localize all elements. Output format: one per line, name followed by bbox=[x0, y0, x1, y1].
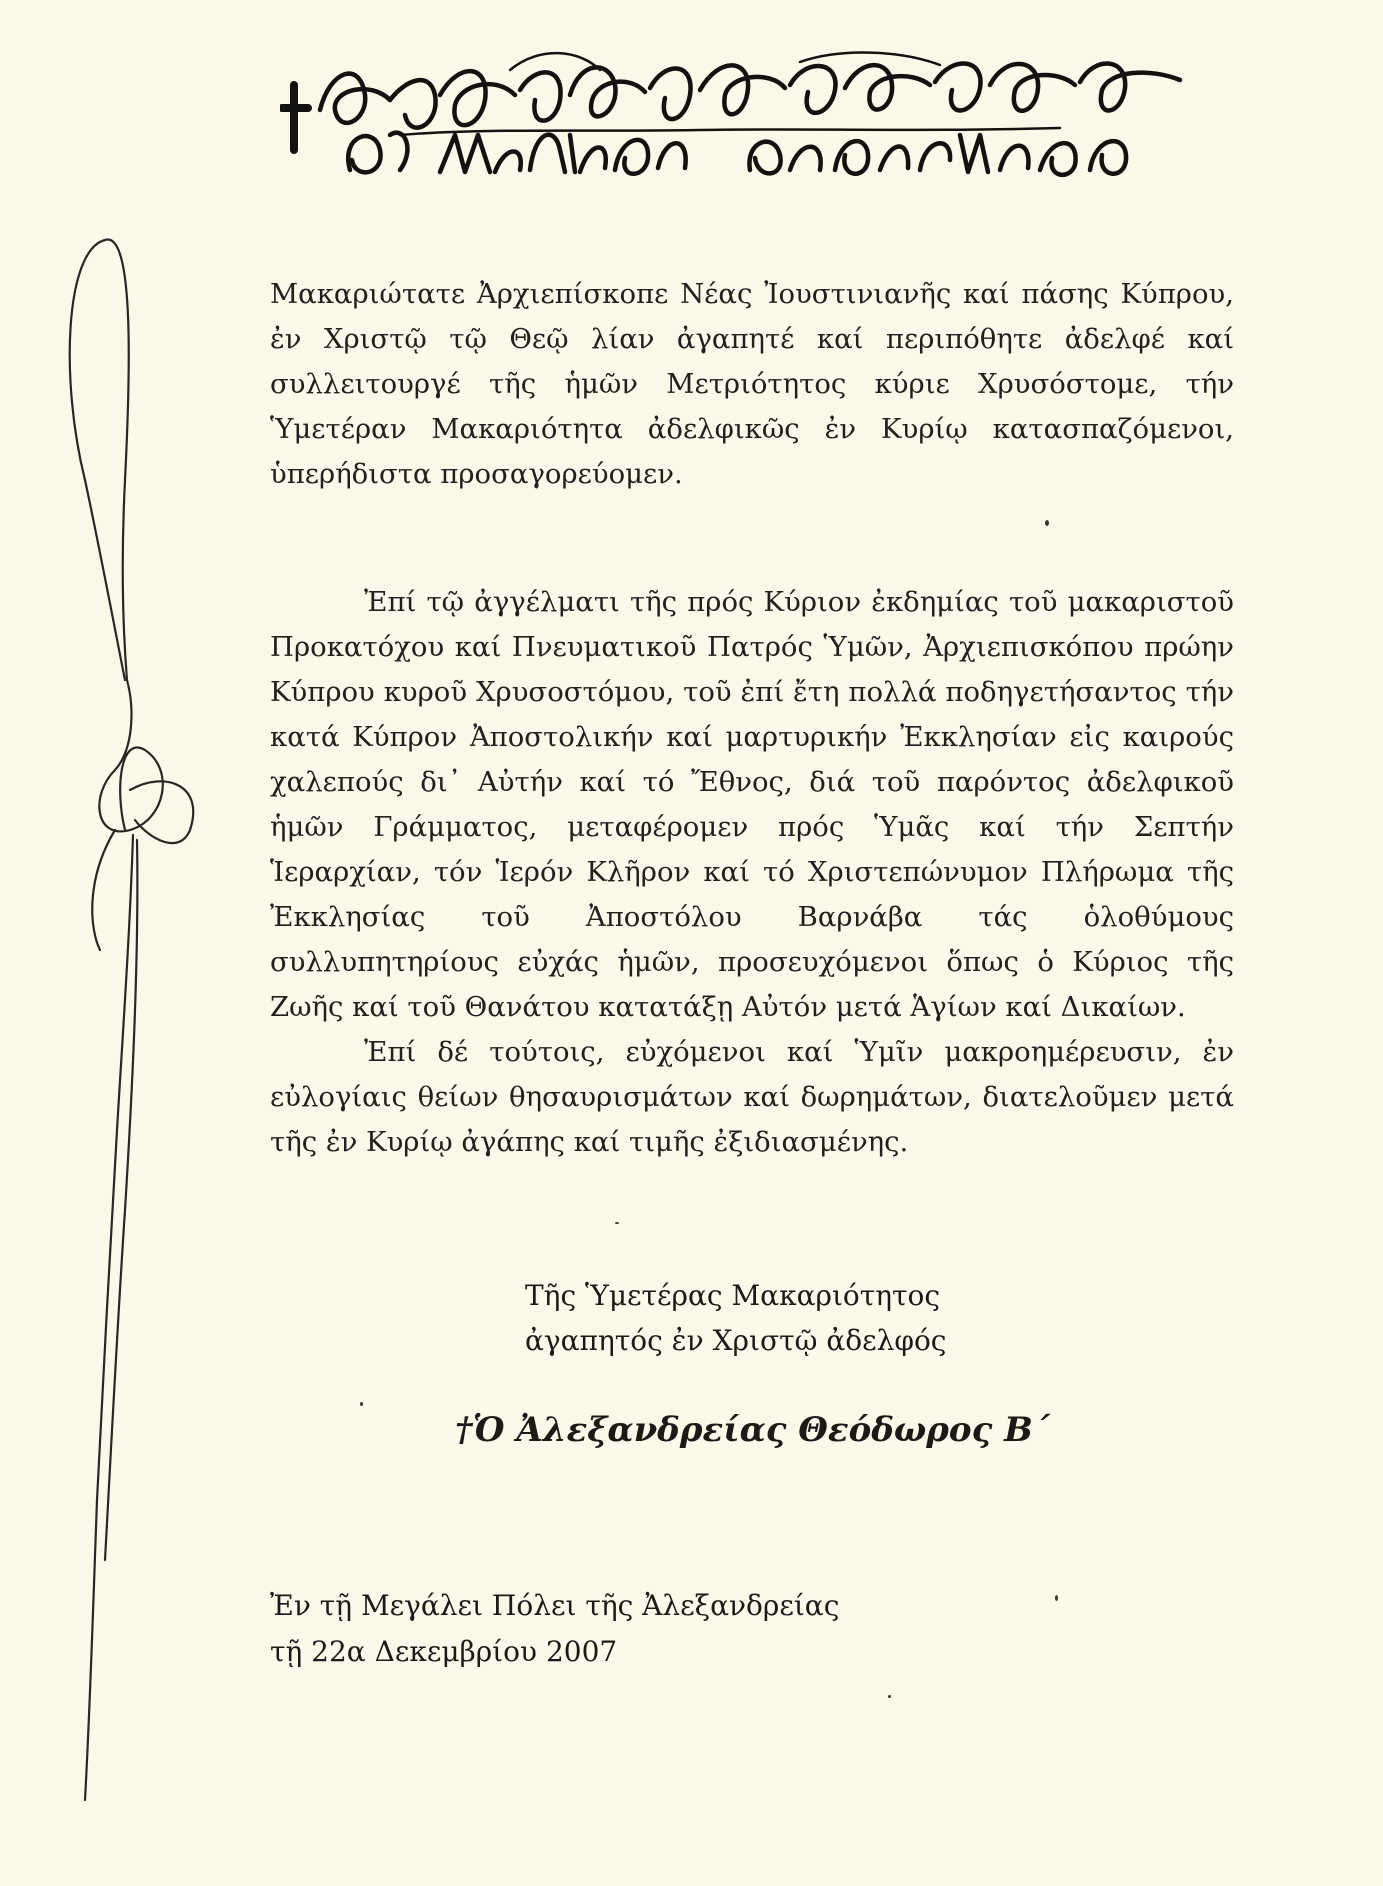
scan-speck bbox=[615, 1222, 619, 1224]
binding-cord bbox=[55, 230, 215, 1810]
patriarch-signature: †Ὁ Ἀλεξανδρείας Θεόδωρος Β΄ bbox=[455, 1410, 1050, 1450]
wishes-paragraph: Ἐπί δέ τούτοις, εὐχόμενοι καί Ὑμῖν μακροημέρευσιν, ἐν εὐλογίαις θείων θησαυρισμάτων καί δωρημάτων, διατελοῦμεν μετά τῆς ἐν Κυρίῳ ἀγάπης καί τιμῆς ἐξιδιασμένης. bbox=[270, 1036, 1234, 1158]
scan-speck bbox=[888, 1695, 891, 1698]
letter-body bbox=[270, 272, 1234, 1165]
scan-speck bbox=[1045, 520, 1049, 526]
salutation-paragraph: Μακαριώτατε Ἀρχιεπίσκοπε Νέας Ἰουστινιανῆς καί πάσης Κύπρου, ἐν Χριστῷ τῷ Θεῷ λίαν ἀγαπητέ καί περιπόθητε ἀδελφέ καί συλλειτουργέ τῆς ἡμῶν Μετριότητος κύριε Χρυσόστομε, τήν Ὑμετέραν Μακαριότητα ἀδελφικῶς ἐν Κυρίῳ κατασπαζόμενοι, ὑπερήδιστα προσαγορεύομεν. bbox=[270, 278, 1234, 490]
scan-speck bbox=[1055, 1595, 1058, 1601]
scan-speck bbox=[360, 1402, 363, 1406]
paragraph-spacer bbox=[270, 497, 1234, 580]
closing-line-2: ἀγαπητός ἐν Χριστῷ ἀδελφός bbox=[525, 1324, 947, 1357]
date-line: τῇ 22α Δεκεμβρίου 2007 bbox=[270, 1635, 618, 1668]
condolence-paragraph: Ἐπί τῷ ἀγγέλματι τῆς πρός Κύριον ἐκδημίας τοῦ μακαριστοῦ Προκατόχου καί Πνευματικοῦ Πατρός Ὑμῶν, Ἀρχιεπισκόπου πρώην Κύπρου κυροῦ Χρυσοστόμου, τοῦ ἐπί ἔτη πολλά ποδηγετήσαντος τήν κατά Κύπρον Ἀποστολικήν καί μαρτυρικήν Ἐκκλησίαν εἰς καιρούς χαλεπούς δι᾽ Αὐτήν καί τό Ἔθνος, διά τοῦ παρόντος ἀδελφικοῦ ἡμῶν Γράμματος, μεταφέρομεν πρός Ὑμᾶς καί τήν Σεπτήν Ἱεραρχίαν, τόν Ἱερόν Κλῆρον καί τό Χριστεπώνυμον Πλήρωμα τῆς Ἐκκλησίας τοῦ Ἀποστόλου Βαρνάβα τάς ὁλοθύμους συλλυπητηρίους εὐχάς ἡμῶν, προσευχόμενοι ὅπως ὁ Κύριος τῆς Ζωῆς καί τοῦ Θανάτου κατατάξῃ Αὐτόν μετά Ἁγίων καί Δικαίων. bbox=[270, 586, 1234, 1023]
place-line: Ἐν τῇ Μεγάλει Πόλει τῆς Ἀλεξανδρείας bbox=[270, 1589, 840, 1622]
patriarchal-calligraphic-signature bbox=[280, 40, 1200, 185]
place-date-block bbox=[270, 1583, 970, 1675]
closing-block bbox=[525, 1273, 1125, 1363]
closing-line-1: Τῆς Ὑμετέρας Μακαριότητος bbox=[525, 1279, 941, 1312]
